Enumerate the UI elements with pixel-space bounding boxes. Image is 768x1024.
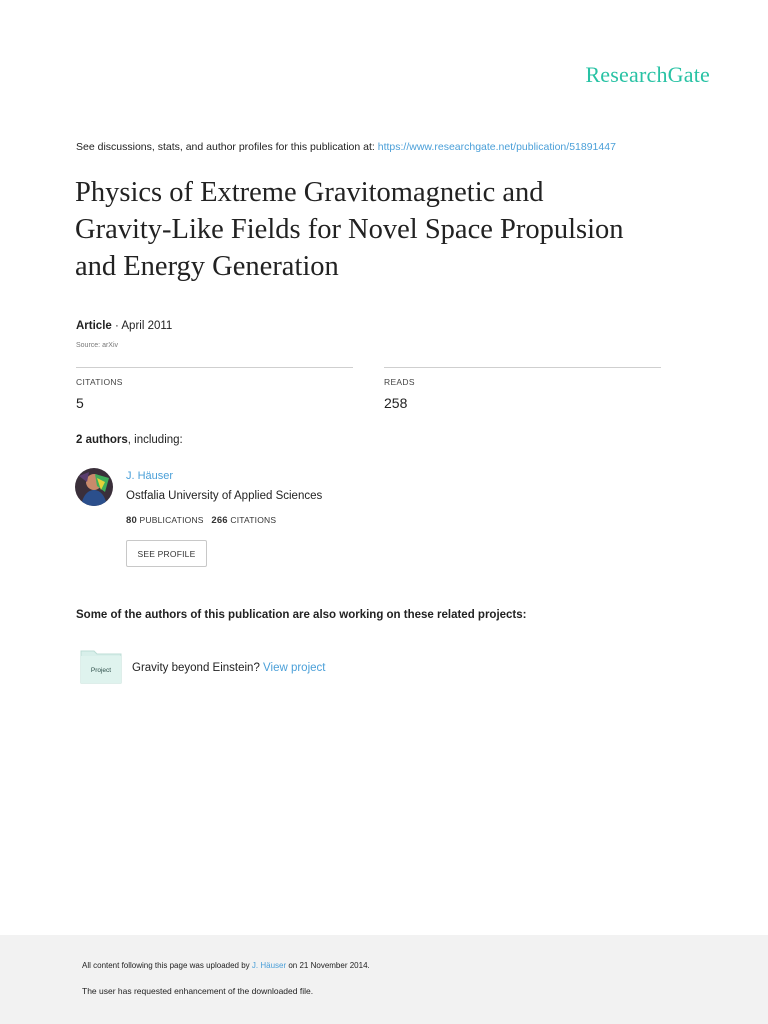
publication-source: Source: arXiv [76,342,119,349]
upload-info [82,961,370,970]
discussion-prefix: See discussions, stats, and author profiles for this publication at: [76,141,378,153]
upload-prefix: All content following this page was uploaded by [82,961,252,970]
publication-meta [76,320,172,332]
authors-count: 2 authors [76,434,128,446]
author-publications-count: 80 [126,515,137,526]
citations-value: 5 [76,395,84,411]
discussion-line [76,141,616,153]
author-stats [126,515,276,526]
title-line: Gravity-Like Fields for Novel Space Propulsion [75,214,624,245]
avatar-photo-icon [75,468,113,506]
author-avatar[interactable] [75,468,113,506]
author-name-link[interactable]: J. Häuser [126,470,174,482]
reads-stat [384,367,661,411]
view-project-link[interactable]: View project [263,662,326,674]
authors-suffix: , including: [127,434,183,446]
uploader-link[interactable]: J. Häuser [251,961,287,970]
upload-suffix: on 21 November 2014. [286,961,370,970]
project-folder-icon[interactable] [80,648,122,684]
author-citations-label: CITATIONS [230,515,277,525]
author-institution: Ostfalia University of Applied Sciences [126,490,323,502]
citations-stat [76,367,353,411]
researchgate-logo[interactable]: ResearchGate [585,62,710,87]
enhancement-note: The user has requested enhancement of the downloaded file. [82,986,314,996]
authors-summary [76,434,183,446]
related-projects-heading: Some of the authors of this publication are also working on these related projects: [76,609,527,621]
project-title: Gravity beyond Einstein? [132,662,264,674]
project-icon-label: Project [90,667,112,674]
reads-value: 258 [384,395,408,411]
project-item [132,662,325,674]
reads-label: READS [384,377,415,387]
see-profile-button[interactable]: SEE PROFILE [126,540,207,567]
title-line: and Energy Generation [75,251,339,282]
title-line: Physics of Extreme Gravitomagnetic and [75,177,544,208]
publication-url-link[interactable]: https://www.researchgate.net/publication/51891447 [377,141,616,153]
publication-type: Article [76,320,112,332]
author-citations-count: 266 [211,515,228,526]
folder-icon [80,648,122,684]
author-publications-label: PUBLICATIONS [139,515,204,525]
publication-date: · April 2011 [111,320,173,332]
citations-label: CITATIONS [76,377,123,387]
footer [0,935,768,1024]
publication-title [75,174,695,285]
